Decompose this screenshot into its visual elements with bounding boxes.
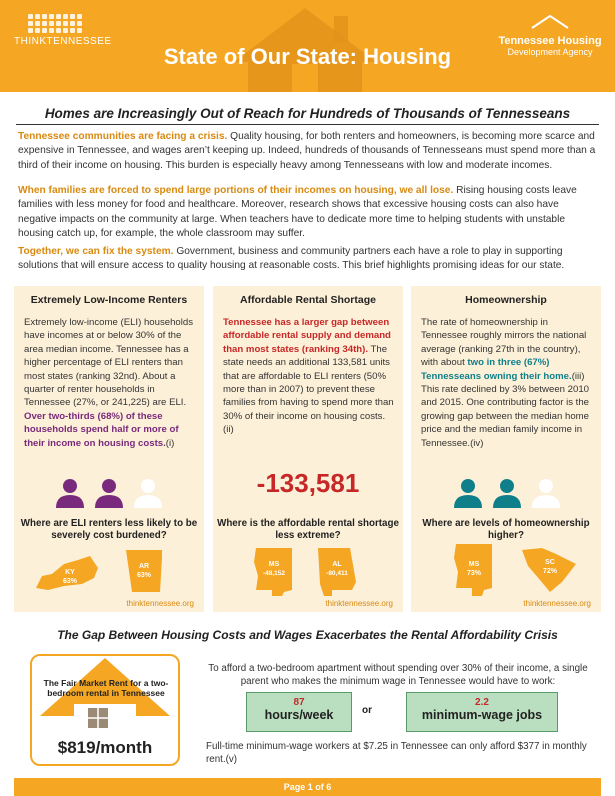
map2-state-label: SC	[545, 559, 555, 566]
map2-value-label: 72%	[542, 568, 558, 575]
map1-value-label: 63%	[62, 578, 78, 585]
map1-state-label: MS	[268, 561, 280, 568]
people-icon-homeowners	[450, 478, 565, 508]
p1-text: Quality housing, for both renters and homeowners, is becoming more scarce and expensive in Tennessee, and wages aren’t keeping up. Indeed, hundreds of thousands of Tennesseans must spend more than a third of their income on housing. This burden is especially heavy among Tennesseans with low and moderate incomes.	[18, 131, 596, 171]
col2-body	[223, 316, 395, 437]
divider	[16, 124, 599, 125]
page-footer: Page 1 of 6	[14, 778, 601, 796]
fmr-price: $819/month	[57, 738, 153, 757]
fair-market-rent-card	[30, 654, 180, 766]
brand-right-line2: Development Agency	[507, 47, 593, 57]
header-banner	[0, 0, 615, 92]
col2-text: The state needs an additional 133,581 units that are affordable to ELI renters (50% more than in 2007) to prevent these families from having to spend more than 30% of their income on housing costs.	[223, 343, 394, 422]
intro-paragraph-1	[18, 130, 598, 173]
col1-ref: (i)	[165, 437, 175, 449]
map-mississippi-alabama	[252, 546, 364, 598]
brand-right-line1: Tennessee Housing	[498, 35, 602, 47]
gap-heading: The Gap Between Housing Costs and Wages Exacerbates the Rental Affordability Crisis	[57, 628, 558, 642]
col2-source: thinktennessee.org	[325, 599, 393, 608]
map2-state-label: AR	[138, 563, 150, 570]
p3-text: Government, business and community partners each have a role to play in supporting solutions that will ensure access to quality housing at reasonable costs. This brief highlights promising ideas for our state.	[18, 246, 565, 272]
col3-question: Where are levels of homeownership higher?	[422, 518, 590, 541]
col1-body	[24, 316, 196, 450]
fulltime-wage-text: Full-time minimum-wage workers at $7.25 in Tennessee can only afford $377 in monthly rent.(v)	[206, 741, 587, 765]
intro-paragraph-3	[18, 245, 598, 274]
col3-text2: (iii) This rate declined by 3% between 2010 and 2015. One contributing factor is the growing gap between the median home price and the median family income in Tennessee.(iv)	[421, 370, 590, 449]
col1-highlight: Over two-thirds (68%) of these households spend half or more of their income on housing costs.	[24, 410, 179, 449]
hours-label: hours/week	[264, 708, 334, 722]
col1-source: thinktennessee.org	[126, 599, 194, 608]
logo-grid-icon	[28, 14, 124, 33]
people-icon-eli	[52, 478, 167, 508]
minimum-wage-jobs-box	[406, 692, 558, 732]
p3-lead: Together, we can fix the system.	[18, 246, 174, 257]
fmr-label: The Fair Market Rent for a two-bedroom rental in Tennessee	[43, 678, 169, 698]
map1-value-label: 73%	[466, 570, 482, 577]
p2-text: Rising housing costs leave families with less money for food and healthcare. Moreover, research shows that excessive housing costs can also have negative impacts on the community at large. When teachers have to dedicate more time to helping students with unstable housing catch up, for example, the whole classroom may suffer.	[18, 185, 577, 240]
map2-value-label: 63%	[136, 572, 152, 579]
shortage-number: -133,581	[256, 468, 360, 498]
map-mississippi-south-carolina	[452, 542, 580, 598]
col2-title: Affordable Rental Shortage	[240, 294, 376, 306]
brand-left-name: THINKTENNESSEE	[14, 36, 112, 47]
col3-body	[421, 316, 593, 450]
roof-icon	[530, 14, 570, 30]
map2-value-label: -80,411	[326, 570, 348, 577]
afford-text: To afford a two-bedroom apartment without spending over 30% of their income, a single parent who makes the minimum wage in Tennessee would have to work:	[208, 663, 588, 687]
map1-value-label: -48,152	[262, 570, 286, 577]
map-kentucky-arkansas	[34, 548, 184, 594]
col3-text1: The rate of homeownership in Tennessee roughly mirrors the national average (ranking 27th in the country), with about	[421, 317, 587, 369]
page-title: State of Our State: Housing	[163, 44, 452, 69]
p1-lead: Tennessee communities are facing a crisis.	[18, 131, 228, 142]
col1-title: Extremely Low-Income Renters	[30, 294, 188, 306]
jobs-label: minimum-wage jobs	[421, 708, 543, 722]
intro-heading: Homes are Increasingly Out of Reach for Hundreds of Thousands of Tennesseans	[44, 106, 571, 121]
think-tennessee-logo	[14, 14, 124, 47]
col3-title: Homeownership	[465, 294, 547, 306]
thda-logo	[495, 14, 605, 57]
col2-ref: (ii)	[223, 424, 234, 436]
or-label: or	[362, 705, 372, 716]
hours-per-week-box	[246, 692, 352, 732]
col3-highlight: two in three (67%) Tennesseans owning their home.	[421, 357, 572, 382]
map2-state-label: AL	[332, 561, 342, 568]
p2-lead: When families are forced to spend large portions of their incomes on housing, we all lose.	[18, 185, 454, 196]
col1-question: Where are ELI renters less likely to be severely cost burdened?	[20, 518, 198, 541]
col1-text: Extremely low-income (ELI) households have incomes at or below 30% of the area median income. Tennessee has a higher percentage of ELI renters than most states (ranking 32nd). About a quarter of renter households in Tennessee (27%, or 241,225) are ELI.	[24, 317, 194, 409]
col2-question: Where is the affordable rental shortage less extreme?	[217, 518, 399, 541]
map1-state-label: MS	[468, 561, 480, 568]
col2-highlight: Tennessee has a larger gap between affordable rental supply and demand than most states (ranking 34th).	[223, 317, 391, 355]
intro-paragraph-2	[18, 184, 598, 242]
hours-number: 87	[293, 697, 305, 708]
map1-state-label: KY	[65, 569, 75, 576]
col3-source: thinktennessee.org	[523, 599, 591, 608]
jobs-number: 2.2	[475, 697, 489, 708]
